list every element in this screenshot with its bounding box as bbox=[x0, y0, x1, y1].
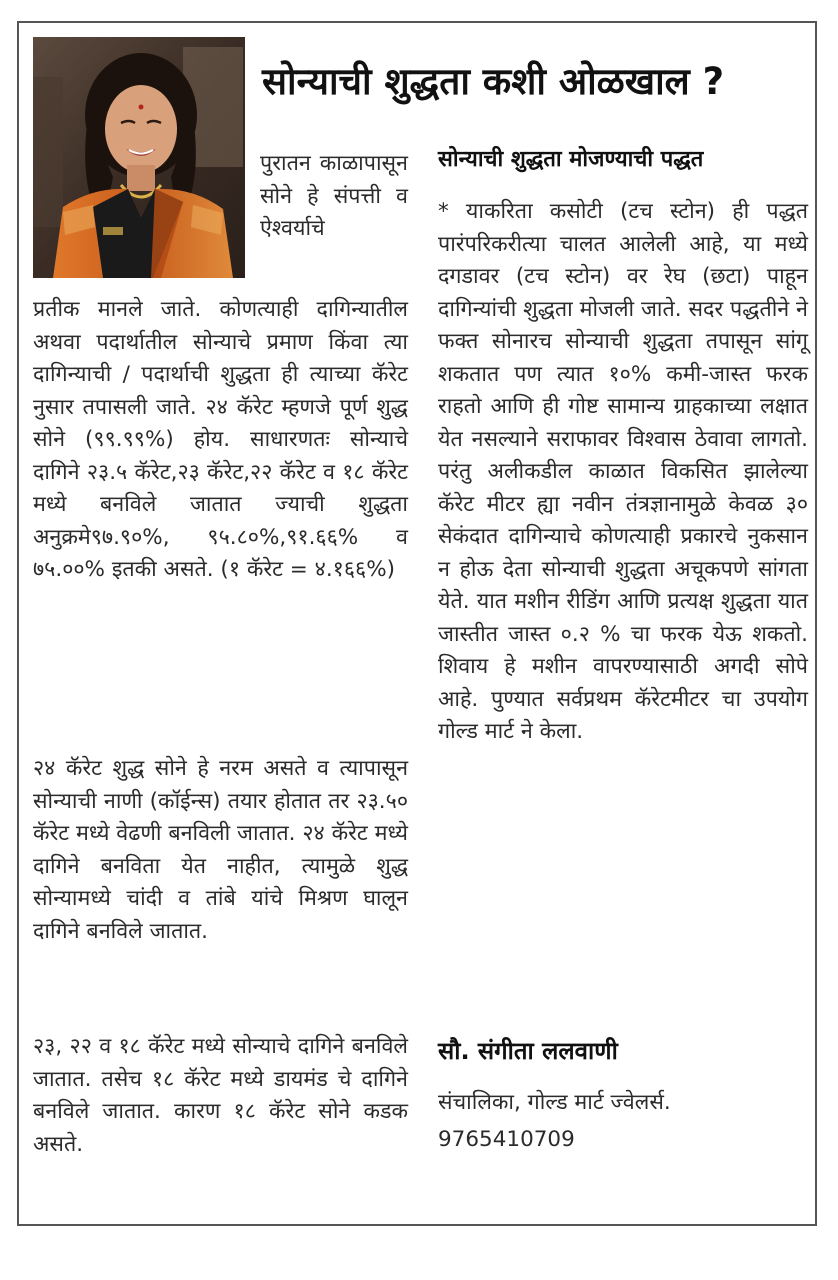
body-paragraph-18-carat: २३, २२ व १८ कॅरेट मध्ये सोन्याचे दागिने बनविले जातात. तसेच १८ कॅरेट मध्ये डायमंड चे दागिने बनविले जातात. कारण १८ कॅरेट सोने कडक असते. bbox=[33, 1034, 408, 1157]
section-subheading: सोन्याची शुद्धता मोजण्याची पद्धत bbox=[438, 147, 704, 172]
article-headline: सोन्याची शुद्धता कशी ओळखाल ? bbox=[262, 60, 725, 103]
author-name: सौ. संगीता ललवाणी bbox=[438, 1037, 618, 1065]
body-paragraph-method: * याकरिता कसोटी (टच स्टोन) ही पद्धत पारंपरिकरीत्या चालत आलेली आहे, या मध्ये दगडावर (टच स्टोन) वर रेघ (छटा) पाहून दागिन्यांची शुद्धता मोजली जाते. सदर पद्धतीने ने फक्त सोनारच सोन्याची शुद्धता तपासून सांगू शकतात पण त्यात १०% कमी-जास्त फरक राहतो आणि ही गोष्ट सामान्य ग्राहकाच्या लक्षात येत नसल्याने सराफावर विश्वास ठेवावा लागतो. परंतु अलीकडील काळात विकसित झालेल्या कॅरेट मीटर ह्या नवीन तंत्रज्ञानामुळे केवळ ३० सेकंदात दागिन्याचे कोणत्याही प्रकारचे नुकसान न होऊ देता सोन्याची शुद्धता अचूकपणे सांगता येते. यात मशीन रीडिंग आणि प्रत्यक्ष शुद्धता यात जास्तीत जास्त ०.२ % चा फरक येऊ शकतो. शिवाय हे मशीन वापरण्यासाठी अगदी सोपे आहे. पुण्यात सर्वप्रथम कॅरेटमीटर चा उपयोग गोल्ड मार्ट ने केला. bbox=[438, 199, 808, 744]
author-designation: संचालिका, गोल्ड मार्ट ज्वेलर्स. bbox=[438, 1090, 671, 1115]
body-paragraph-purity: प्रतीक मानले जाते. कोणत्याही दागिन्यातील अथवा पदार्थातील सोन्याचे प्रमाण किंवा त्या दागिन्याची / पदार्थाची शुद्धता ही त्याच्या कॅरेट नुसार तपासली जाते. २४ कॅरेट म्हणजे पूर्ण शुद्ध सोने (९९.९९%) होय. साधारणतः सोन्याचे दागिने २३.५ कॅरेट,२३ कॅरेट,२२ कॅरेट व १८ कॅरेट मध्ये बनविले जातात ज्याची शुद्धता अनुक्रमे९७.९०%, ९५.८०%,९१.६६% व ७५.००% इतकी असते. (१ कॅरेट = ४.१६६%) bbox=[33, 297, 408, 582]
author-photo bbox=[33, 37, 245, 278]
author-portrait-image bbox=[33, 37, 245, 278]
author-phone: 9765410709 bbox=[438, 1127, 575, 1152]
intro-paragraph: पुरातन काळापासून सोने हे संपत्ती व ऐश्वर्याचे bbox=[260, 151, 408, 241]
body-paragraph-coins: २४ कॅरेट शुद्ध सोने हे नरम असते व त्यापासून सोन्याची नाणी (कॉईन्स) तयार होतात तर २३.५० कॅरेट मध्ये वेढणी बनविली जातात. २४ कॅरेट मध्ये दागिने बनविता येत नाहीत, त्यामुळे शुद्ध सोन्यामध्ये चांदी व तांबे यांचे मिश्रण घालून दागिने बनविले जातात. bbox=[33, 756, 408, 944]
